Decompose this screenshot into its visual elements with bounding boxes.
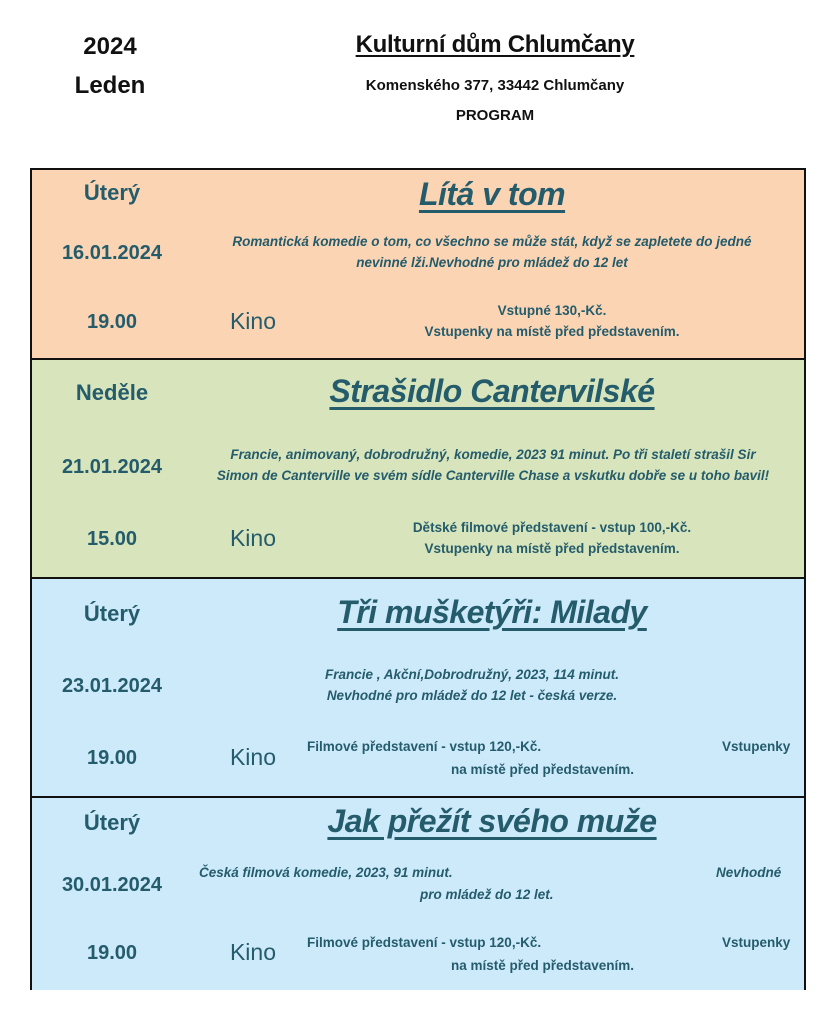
- event-info-tickets: Vstupenky: [722, 739, 791, 754]
- event-info-price: Filmové představení - vstup 120,-Kč.: [307, 935, 542, 950]
- event-description: Francie, animovaný, dobrodružný, komedie, 2023 91 minut. Po tři staletí strašil Sir Simon de Canterville ve svém sídle Canterville Chase a vskutku dobře se u toho bavil!: [216, 447, 770, 483]
- event-day: Úterý: [83, 601, 141, 626]
- event-description-genre: Česká filmová komedie, 2023, 91 minut.: [199, 865, 453, 880]
- event-time: 15.00: [86, 528, 138, 550]
- event-date: 30.01.2024: [61, 874, 163, 896]
- event-info-place: na místě před představením.: [451, 762, 635, 777]
- event-date: 21.01.2024: [61, 456, 163, 478]
- event-venue: Kino: [229, 525, 277, 551]
- header-month: Leden: [74, 72, 146, 99]
- event-time: 19.00: [86, 747, 138, 769]
- event-info-place: na místě před představením.: [451, 958, 635, 973]
- header-year: 2024: [83, 33, 137, 60]
- program-label: PROGRAM: [455, 107, 535, 124]
- event-info-tickets: Vstupenky: [722, 935, 791, 950]
- program-table: [30, 168, 806, 990]
- venue-address: Komenského 377, 33442 Chlumčany: [365, 77, 625, 94]
- event-description-age: Nevhodné: [716, 865, 782, 880]
- event-row: [32, 796, 804, 990]
- event-info: Vstupné 130,-Kč. Vstupenky na místě před představením.: [424, 303, 680, 339]
- event-title: Tři mušketýři: Milady: [337, 594, 647, 630]
- event-time: 19.00: [86, 311, 138, 333]
- event-info-price: Filmové představení - vstup 120,-Kč.: [307, 739, 542, 754]
- event-info: Dětské filmové představení - vstup 100,-Kč. Vstupenky na místě před představením.: [412, 520, 692, 556]
- event-description-age-cont: pro mládež do 12 let.: [420, 887, 554, 902]
- event-day: Úterý: [83, 810, 141, 835]
- event-day: Úterý: [83, 180, 141, 205]
- event-time: 19.00: [86, 942, 138, 964]
- event-date: 16.01.2024: [61, 242, 163, 264]
- event-title: Jak přežít svého muže: [327, 803, 657, 839]
- event-title: Lítá v tom: [418, 176, 566, 212]
- event-description: Romantická komedie o tom, co všechno se může stát, když se zapletete do jedné nevinné lži.Nevhodné pro mládež do 12 let: [232, 234, 752, 270]
- event-day: Neděle: [75, 380, 149, 405]
- event-description: Francie , Akční,Dobrodružný, 2023, 114 minut. Nevhodné pro mládež do 12 let - česká verze.: [324, 667, 620, 703]
- venue-name: Kulturní dům Chlumčany: [355, 31, 635, 58]
- event-venue: Kino: [229, 308, 277, 334]
- event-row: [32, 170, 804, 358]
- event-title: Strašidlo Cantervilské: [329, 373, 655, 409]
- event-venue: Kino: [229, 939, 277, 965]
- event-date: 23.01.2024: [61, 675, 163, 697]
- event-row: [32, 577, 804, 796]
- event-row: [32, 358, 804, 577]
- event-venue: Kino: [229, 744, 277, 770]
